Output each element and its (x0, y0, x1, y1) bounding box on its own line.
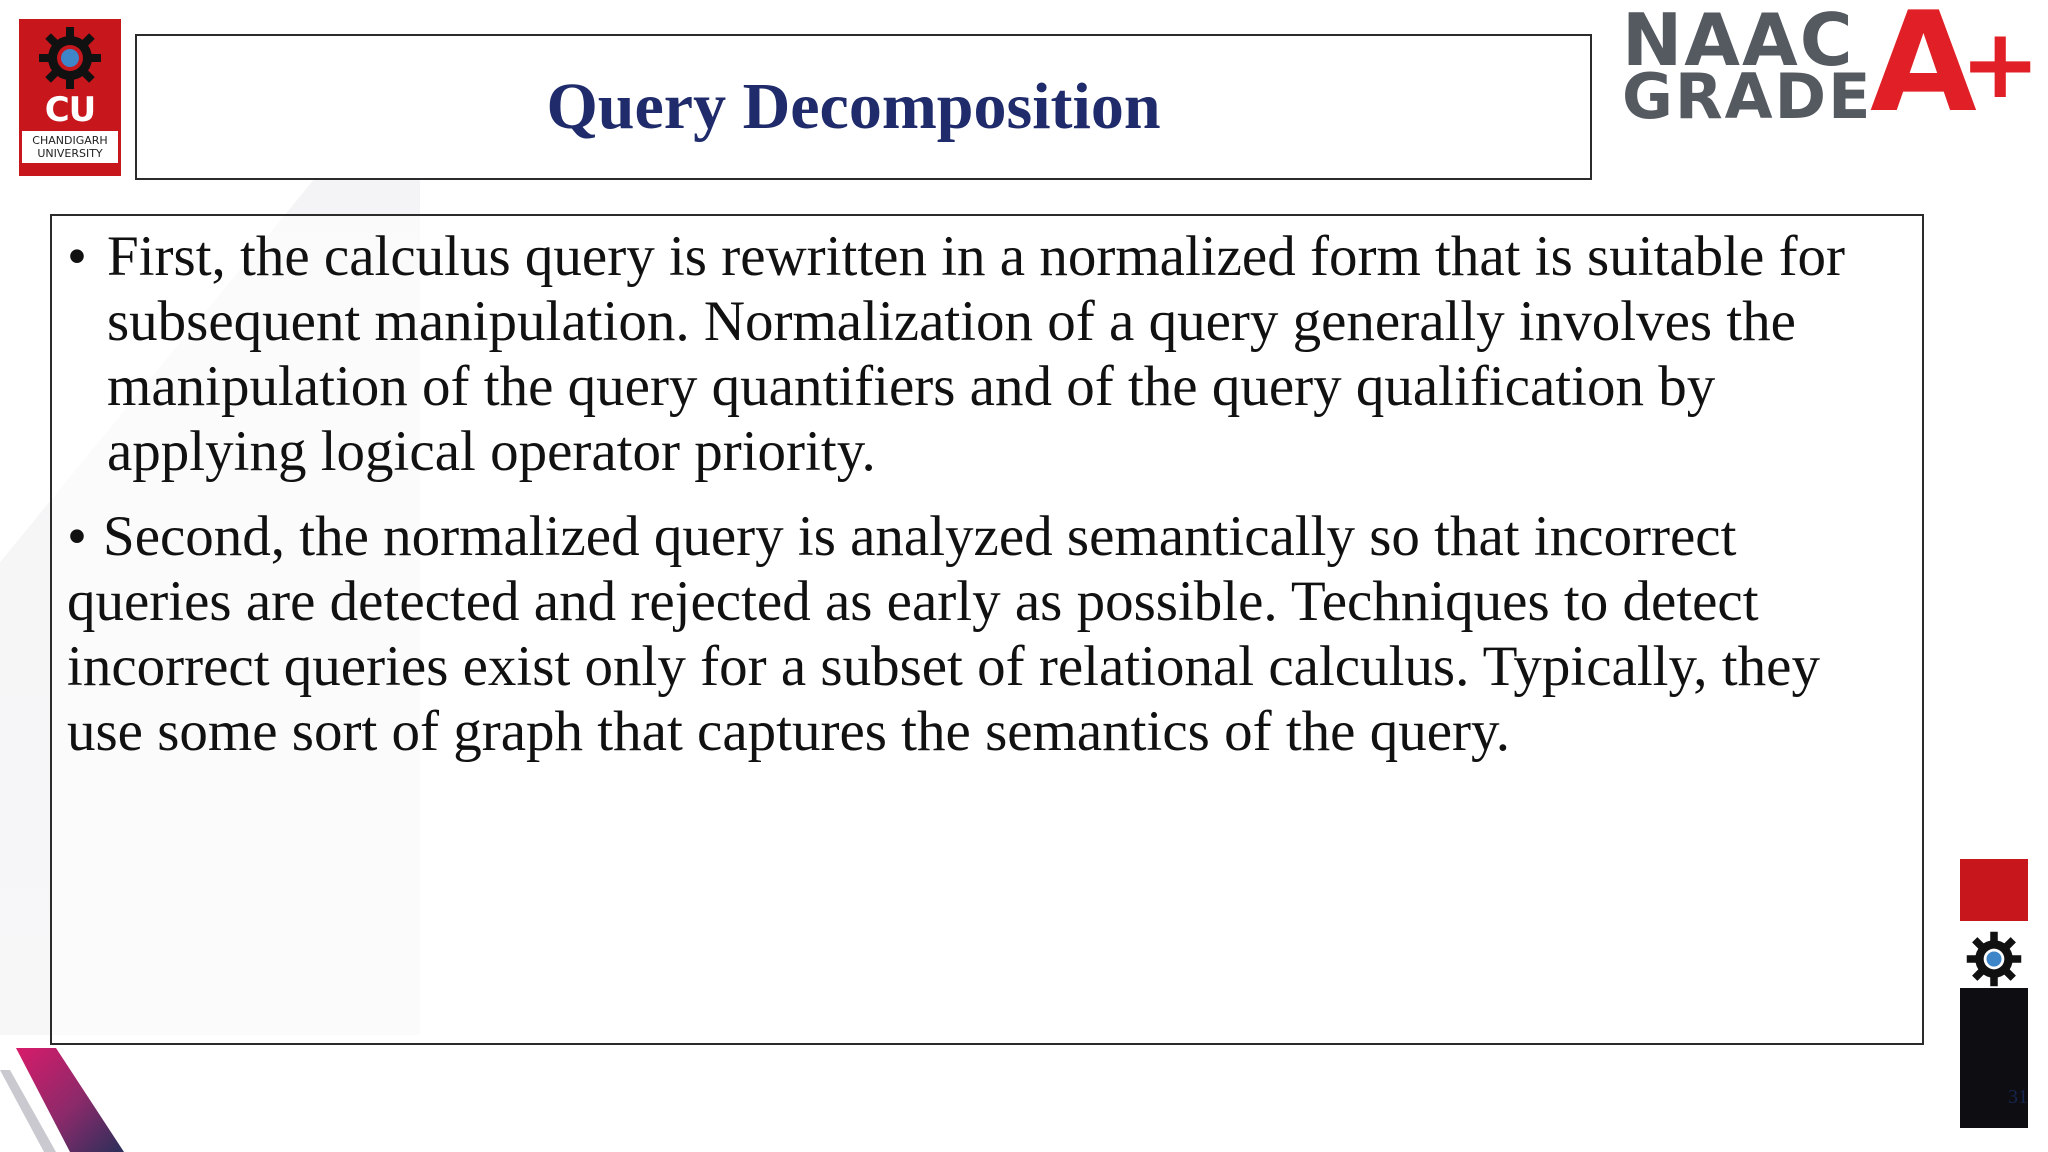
logo-line-1: CHANDIGARH (32, 134, 108, 147)
bullet-marker: • (67, 225, 87, 288)
bullet-marker: • (67, 505, 87, 568)
logo-abbr: CU (44, 90, 96, 130)
sidebar-gear-icon (1963, 928, 2025, 990)
bullet-paragraph-2 (67, 504, 1902, 764)
grade-plus: + (1960, 8, 2041, 120)
bullet-paragraph-1 (67, 224, 1902, 484)
slide-title: Query Decomposition (546, 70, 1161, 143)
content-box (50, 214, 1924, 1045)
paragraph-2-text: Second, the normalized query is analyzed semantically so that incorrect queries are detected and rejected as early as possible. Techniques to detect incorrect queries exist only for a subset of relational calculus. Typically, they use some sort of graph that captures the semantics of the query. (67, 505, 1820, 763)
sidebar-red-block (1960, 859, 2028, 921)
grade-letter: A (1870, 0, 1977, 143)
gear-emblem-icon (37, 25, 103, 91)
corner-accent (0, 1040, 140, 1152)
page-number: 31 (2008, 1086, 2028, 1108)
grade-word: GRADE (1622, 60, 1873, 133)
title-box (135, 34, 1592, 180)
naac-badge (1622, 0, 2042, 143)
paragraph-1-text: First, the calculus query is rewritten in a normalized form that is suitable for subsequent manipulation. Normalization of a query generally involves the manipulation of the query quantifiers and of the query qualification by applying logical operator priority. (107, 225, 1846, 483)
logo-line-2: UNIVERSITY (37, 147, 103, 160)
cu-logo (19, 19, 121, 176)
naac-word: NAAC (1622, 0, 1855, 82)
logo-university-name (22, 131, 118, 163)
